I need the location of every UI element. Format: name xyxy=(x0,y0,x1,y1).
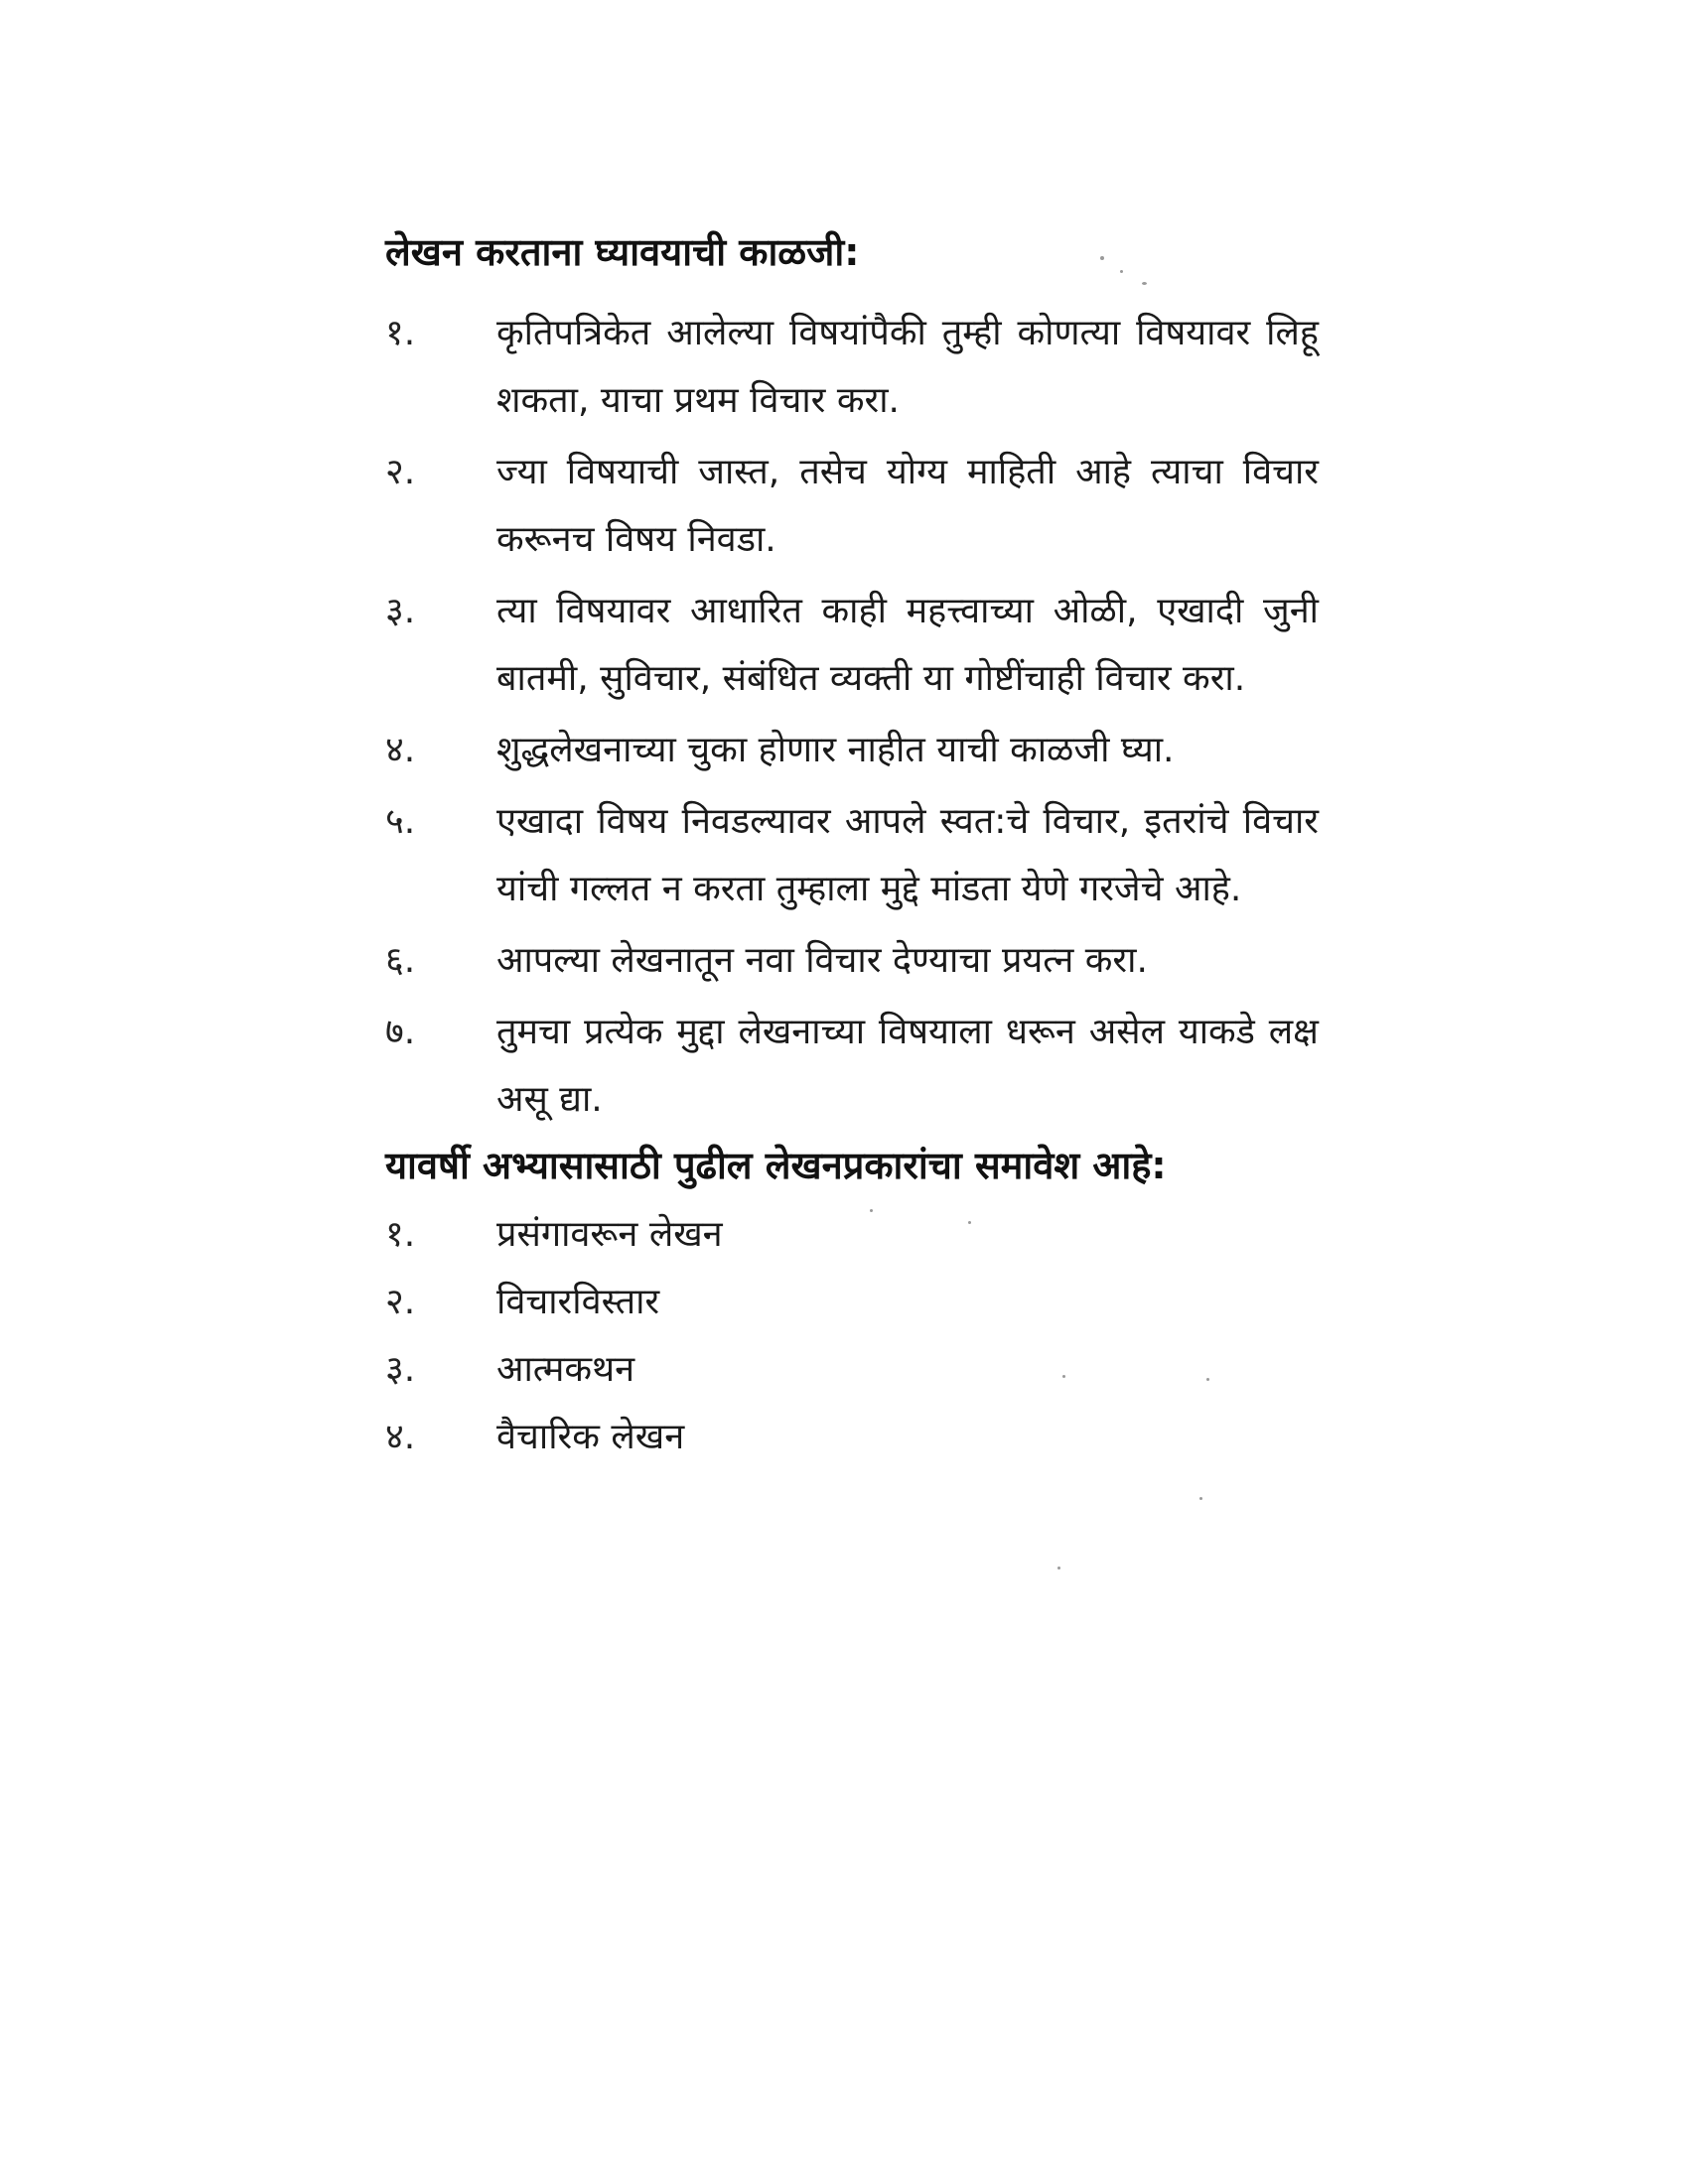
list-item xyxy=(385,1404,1319,1471)
list-item xyxy=(385,1336,1319,1404)
writing-types-list xyxy=(385,1201,1319,1471)
list-item xyxy=(385,300,1319,435)
list-item xyxy=(385,999,1319,1134)
list-item xyxy=(385,788,1319,923)
item-text: कृतिपत्रिकेत आलेल्या विषयांपैकी तुम्ही कोणत्या विषयावर लिहू शकता, याचा प्रथम विचार करा. xyxy=(496,313,1319,421)
scan-speck xyxy=(1057,1567,1060,1570)
item-number: १. xyxy=(385,313,416,353)
item-number: ६. xyxy=(385,940,416,981)
document-content xyxy=(385,226,1319,1471)
item-text: तुमचा प्रत्येक मुद्दा लेखनाच्या विषयाला धरून असेल याकडे लक्ष असू द्या. xyxy=(496,1012,1319,1120)
list-item xyxy=(385,1269,1319,1336)
section-heading-writing-types: यावर्षी अभ्यासासाठी पुढील लेखनप्रकारांचा समावेश आहे: xyxy=(385,1144,1167,1187)
item-number: ४. xyxy=(385,730,416,770)
item-text: प्रसंगावरून लेखन xyxy=(496,1214,723,1255)
item-text: विचारविस्तार xyxy=(496,1282,660,1322)
scan-speck xyxy=(1199,1497,1202,1500)
item-number: ३. xyxy=(385,591,416,631)
list-item xyxy=(385,717,1319,784)
list-item xyxy=(385,927,1319,995)
item-number: ७. xyxy=(385,1012,416,1052)
list-item xyxy=(385,578,1319,713)
list-item xyxy=(385,439,1319,574)
item-number: ३. xyxy=(385,1349,416,1390)
item-text: ज्या विषयाची जास्त, तसेच योग्य माहिती आहे त्याचा विचार करूनच विषय निवडा. xyxy=(496,452,1319,560)
item-text: त्या विषयावर आधारित काही महत्त्वाच्या ओळी, एखादी जुनी बातमी, सुविचार, संबंधित व्यक्ती या गोष्टींचाही विचार करा. xyxy=(496,591,1319,699)
item-number: २. xyxy=(385,1282,416,1322)
item-number: १. xyxy=(385,1214,416,1255)
item-number: ४. xyxy=(385,1417,416,1457)
section-heading-precautions: लेखन करताना घ्यावयाची काळजी: xyxy=(385,230,860,274)
item-text: आपल्या लेखनातून नवा विचार देण्याचा प्रयत्न करा. xyxy=(496,940,1148,981)
item-text: आत्मकथन xyxy=(496,1349,635,1390)
item-number: ५. xyxy=(385,801,416,842)
item-text: शुद्धलेखनाच्या चुका होणार नाहीत याची काळजी घ्या. xyxy=(496,730,1175,770)
precautions-list xyxy=(385,300,1319,1134)
item-number: २. xyxy=(385,452,416,492)
item-text: एखादा विषय निवडल्यावर आपले स्वत:चे विचार, इतरांचे विचार यांची गल्लत न करता तुम्हाला मुद्दे मांडता येणे गरजेचे आहे. xyxy=(496,801,1319,909)
list-item xyxy=(385,1201,1319,1269)
item-text: वैचारिक लेखन xyxy=(496,1417,685,1457)
